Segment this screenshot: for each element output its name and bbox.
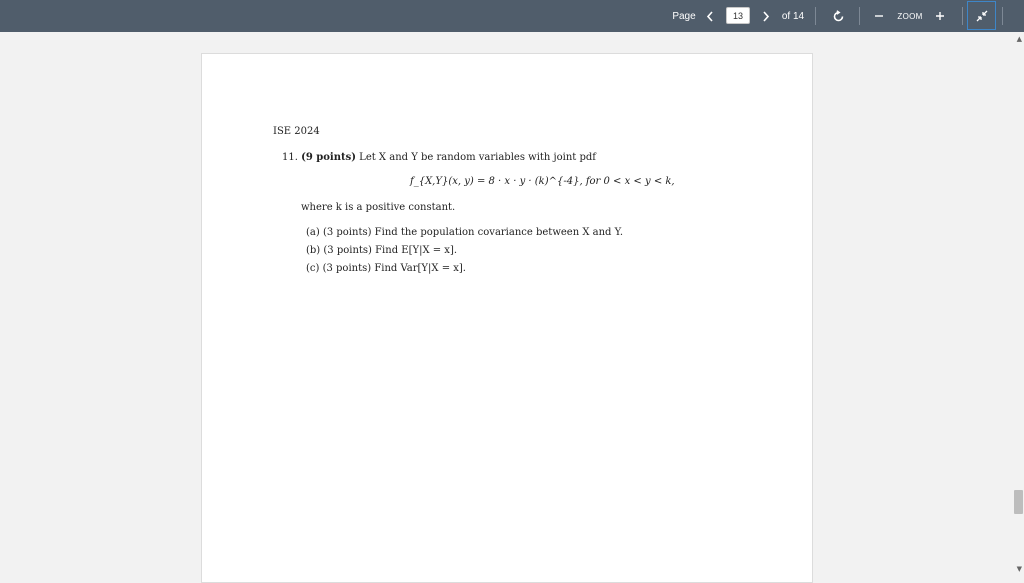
toolbar-divider bbox=[815, 7, 816, 25]
page-number-input[interactable]: 13 bbox=[726, 7, 750, 24]
toolbar-divider bbox=[1002, 7, 1003, 25]
document-header: ISE 2024 bbox=[273, 126, 320, 137]
page-label: Page bbox=[672, 10, 696, 22]
toolbar-divider bbox=[859, 7, 860, 25]
next-page-button[interactable] bbox=[758, 0, 774, 32]
scroll-up-arrow-icon[interactable]: ▲ bbox=[1016, 35, 1022, 43]
constant-description: where k is a positive constant. bbox=[301, 202, 456, 213]
chevron-right-icon bbox=[762, 11, 770, 22]
pdf-toolbar bbox=[0, 0, 1024, 32]
plus-icon bbox=[935, 11, 945, 21]
scroll-down-arrow-icon[interactable]: ▼ bbox=[1016, 565, 1022, 573]
fit-to-width-icon bbox=[976, 10, 988, 22]
page-total-label: of 14 bbox=[781, 10, 805, 22]
rotate-icon bbox=[832, 10, 845, 23]
question-text: Let X and Y be random variables with joint pdf bbox=[359, 152, 596, 163]
question-title bbox=[282, 152, 596, 163]
zoom-in-button[interactable] bbox=[931, 0, 949, 32]
vertical-scrollbar[interactable] bbox=[1012, 32, 1024, 576]
rotate-button[interactable] bbox=[828, 0, 848, 32]
joint-pdf-formula: f_{X,Y}(x, y) = 8 · x · y · (k)^{-4}, for 0 < x < y < k, bbox=[410, 176, 675, 187]
previous-page-button[interactable] bbox=[702, 0, 718, 32]
question-points: (9 points) bbox=[301, 152, 356, 163]
minus-icon bbox=[874, 11, 884, 21]
fit-to-width-button[interactable] bbox=[967, 1, 996, 30]
question-part-a: (a) (3 points) Find the population covariance between X and Y. bbox=[306, 227, 624, 238]
question-number: 11. bbox=[282, 152, 298, 163]
pdf-page bbox=[201, 53, 813, 583]
question-parts bbox=[306, 227, 623, 281]
zoom-label: ZOOM bbox=[897, 11, 923, 21]
chevron-left-icon bbox=[706, 11, 714, 22]
zoom-out-button[interactable] bbox=[870, 0, 888, 32]
question-part-b: (b) (3 points) Find E[Y|X = x]. bbox=[306, 245, 458, 256]
document-viewer[interactable] bbox=[0, 32, 1024, 576]
toolbar-divider bbox=[962, 7, 963, 25]
scrollbar-thumb[interactable] bbox=[1014, 490, 1023, 514]
question-part-c: (c) (3 points) Find Var[Y|X = x]. bbox=[306, 263, 466, 274]
